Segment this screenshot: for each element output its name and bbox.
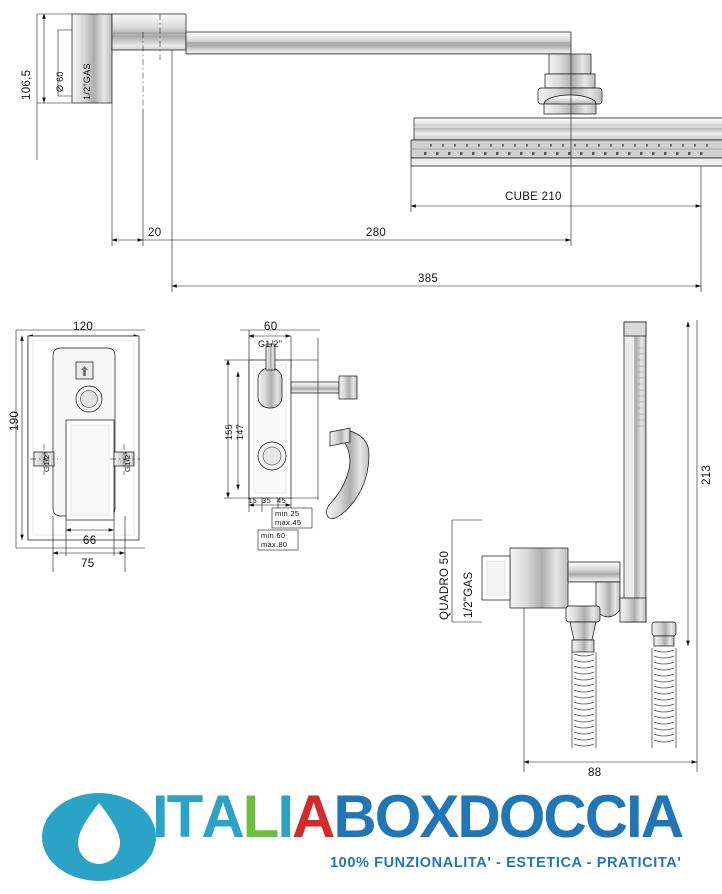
logo-wordmark bbox=[152, 783, 683, 859]
dim-label-35: 35 bbox=[262, 496, 271, 505]
dim-label-66: 66 bbox=[83, 535, 97, 547]
logo-tagline: 100% FUNZIONALITA' - ESTETICA - PRATICITA' bbox=[330, 855, 682, 871]
brand-logo bbox=[30, 785, 695, 885]
note-min-60: min.60 bbox=[261, 531, 286, 540]
dim-label-45: 45 bbox=[277, 496, 286, 505]
dim-label-60: 60 bbox=[264, 321, 278, 333]
dim-label-120: 120 bbox=[73, 321, 94, 333]
logo-part-a2: A bbox=[292, 783, 334, 850]
dim-label-diameter-60: Ø 60 bbox=[55, 71, 65, 92]
dim-label-cube-210: CUBE 210 bbox=[505, 191, 562, 203]
dim-label-88: 88 bbox=[588, 767, 602, 779]
dim-label-half-inch-gas-top: 1/2"GAS bbox=[82, 63, 92, 100]
dim-label-quadro-50: QUADRO 50 bbox=[439, 550, 451, 620]
dim-label-g-half-top: G1/2" bbox=[258, 339, 283, 349]
dim-label-g-half-right: G1/2" bbox=[123, 451, 132, 472]
dim-label-190: 190 bbox=[9, 410, 21, 431]
dim-label-106-5: 106,5 bbox=[21, 69, 33, 100]
logo-part-t: T bbox=[166, 783, 202, 850]
note-max-45: max.45 bbox=[275, 518, 302, 527]
dim-label-g-half-left: G1/2" bbox=[42, 451, 51, 472]
dim-label-20: 20 bbox=[148, 227, 162, 239]
logo-part-a: A bbox=[201, 783, 243, 850]
logo-part-i: I bbox=[152, 783, 167, 850]
logo-part-boxdoccia: BOXDOCCIA bbox=[333, 783, 683, 850]
dim-label-213: 213 bbox=[701, 464, 713, 485]
dim-label-half-inch-gas-bottom: 1/2"GAS bbox=[463, 571, 475, 618]
note-max-80: max.80 bbox=[261, 540, 288, 549]
water-drop-icon bbox=[40, 787, 158, 883]
dim-label-15: 15 bbox=[248, 496, 257, 505]
dim-label-385: 385 bbox=[418, 273, 439, 285]
dim-label-147: 147 bbox=[235, 424, 245, 440]
note-min-25: min.25 bbox=[275, 509, 300, 518]
dim-label-280: 280 bbox=[366, 227, 387, 239]
dim-label-155: 155 bbox=[224, 424, 234, 440]
logo-part-i2: I bbox=[277, 783, 292, 850]
logo-part-l: L bbox=[242, 783, 278, 850]
dim-label-75: 75 bbox=[81, 558, 95, 570]
